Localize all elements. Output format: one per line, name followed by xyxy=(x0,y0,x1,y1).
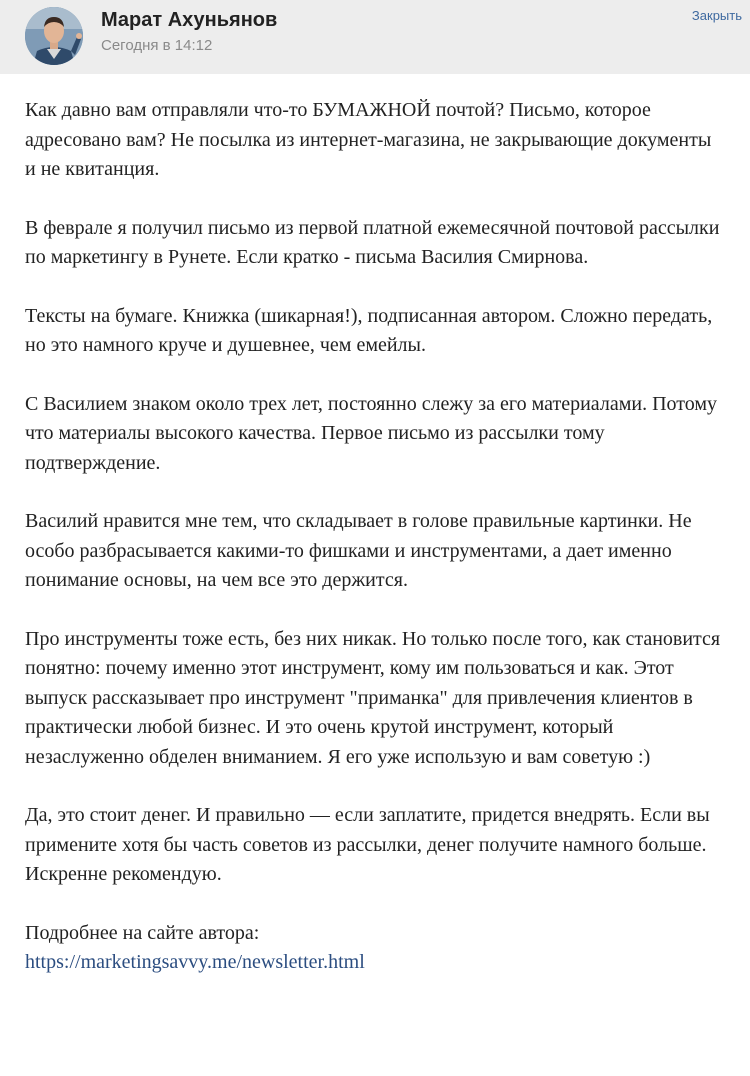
close-button[interactable]: Закрыть xyxy=(691,8,742,23)
post-timestamp: Сегодня в 14:12 xyxy=(101,37,213,54)
more-label: Подробнее на сайте автора: xyxy=(25,921,260,944)
post-paragraph: С Василием знаком около трех лет, постоянно слежу за его материалами. Потому что материалы высокого качества. Первое письмо из рассылки тому подтверждение. xyxy=(25,392,718,474)
post-paragraph: Как давно вам отправляли что-то БУМАЖНОЙ почтой? Письмо, которое адресовано вам? Не посылка из интернет-магазина, не закрывающие документы и не квитанция. xyxy=(25,99,712,180)
post-paragraph: Да, это стоит денег. И правильно — если заплатите, придется внедрять. Если вы примените хотя бы часть советов из рассылки, денег получите намного больше. Искренне рекомендую. xyxy=(25,804,710,885)
post-paragraph: Василий нравится мне тем, что складывает в голове правильные картинки. Не особо разбрасывается какими-то фишками и инструментами, а дает именно понимание основы, на чем все это держится. xyxy=(25,510,692,591)
post-body xyxy=(25,96,725,978)
post-header xyxy=(0,0,750,74)
post-paragraph: В феврале я получил письмо из первой платной ежемесячной почтовой рассылки по маркетингу в Рунете. Если кратко - письма Василия Смирнова. xyxy=(25,216,720,268)
post-more-paragraph xyxy=(25,919,725,978)
avatar[interactable] xyxy=(25,7,83,65)
author-name[interactable]: Марат Ахуньянов xyxy=(101,9,278,31)
author-site-link[interactable]: https://marketingsavvy.me/newsletter.html xyxy=(25,951,365,973)
post-paragraph: Тексты на бумаге. Книжка (шикарная!), подписанная автором. Сложно передать, но это намного круче и душевнее, чем емейлы. xyxy=(25,304,713,356)
post-paragraph: Про инструменты тоже есть, без них никак. Но только после того, как становится понятно: почему именно этот инструмент, кому им пользоваться и как. Этот выпуск рассказывает про инструмент "приманка" для привлечения клиентов в практически любой бизнес. И это очень крутой инструмент, который незаслуженно обделен вниманием. Я его уже использую и вам советую :) xyxy=(25,627,721,768)
